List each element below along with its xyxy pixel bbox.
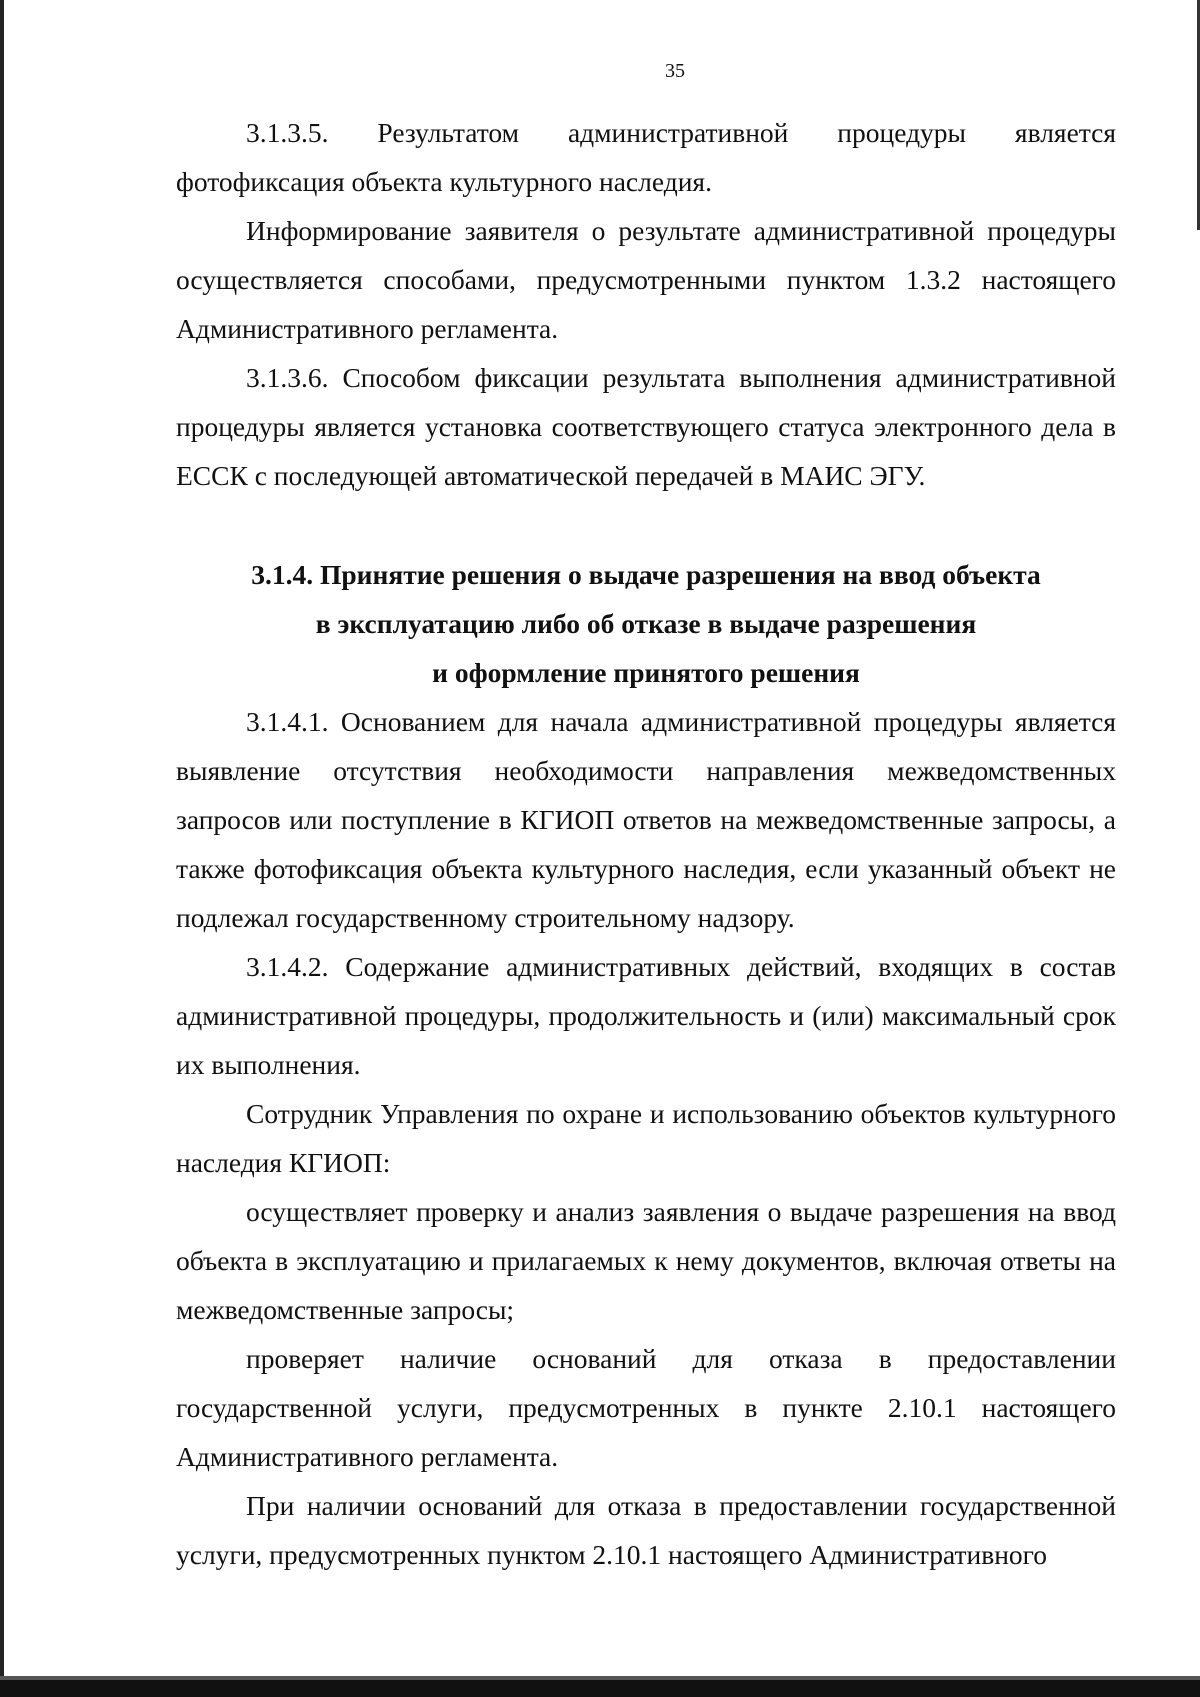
heading-line-1: 3.1.4. Принятие решения о выдаче разрешения на ввод объекта <box>251 559 1041 590</box>
paragraph-3-1-4-1: 3.1.4.1. Основанием для начала административной процедуры является выявление отсутствия необходимости направления межведомственных запросов или поступление в КГИОП ответов на межведомственные запросы, а также фотофиксация объекта культурного наследия, если указанный объект не подлежал государственному строительному надзору. <box>176 706 1116 933</box>
paragraph-3-1-3-5: 3.1.3.5. Результатом административной процедуры является фотофиксация объекта культурного наследия. <box>176 117 1116 197</box>
heading-line-3: и оформление принятого решения <box>432 657 860 688</box>
scan-edge-bottom <box>0 1680 1200 1697</box>
paragraph-3-1-3-6: 3.1.3.6. Способом фиксации результата выполнения административной процедуры является установка соответствующего статуса электронного дела в ЕССК с последующей автоматической передачей в МАИС ЭГУ. <box>176 362 1116 491</box>
document-body <box>176 108 1116 1579</box>
paragraph-employee: Сотрудник Управления по охране и использованию объектов культурного наследия КГИОП: <box>176 1098 1116 1178</box>
paragraph-informing: Информирование заявителя о результате административной процедуры осуществляется способами, предусмотренными пунктом 1.3.2 настоящего Административного регламента. <box>176 215 1116 344</box>
paragraph-3-1-4-2: 3.1.4.2. Содержание административных действий, входящих в состав административной процедуры, продолжительность и (или) максимальный срок их выполнения. <box>176 951 1116 1080</box>
page-number: 35 <box>665 60 685 82</box>
paragraph-checks-grounds: проверяет наличие оснований для отказа в предоставлении государственной услуги, предусмотренных в пункте 2.10.1 настоящего Административного регламента. <box>176 1343 1116 1472</box>
section-heading-3-1-4 <box>176 550 1116 697</box>
paragraph-checks-application: осуществляет проверку и анализ заявления о выдаче разрешения на ввод объекта в эксплуатацию и прилагаемых к нему документов, включая ответы на межведомственные запросы; <box>176 1196 1116 1325</box>
paragraph-if-grounds: При наличии оснований для отказа в предоставлении государственной услуги, предусмотренных пунктом 2.10.1 настоящего Административного <box>176 1490 1116 1570</box>
scan-edge-left <box>0 0 4 1697</box>
heading-line-2: в эксплуатацию либо об отказе в выдаче разрешения <box>315 608 977 639</box>
